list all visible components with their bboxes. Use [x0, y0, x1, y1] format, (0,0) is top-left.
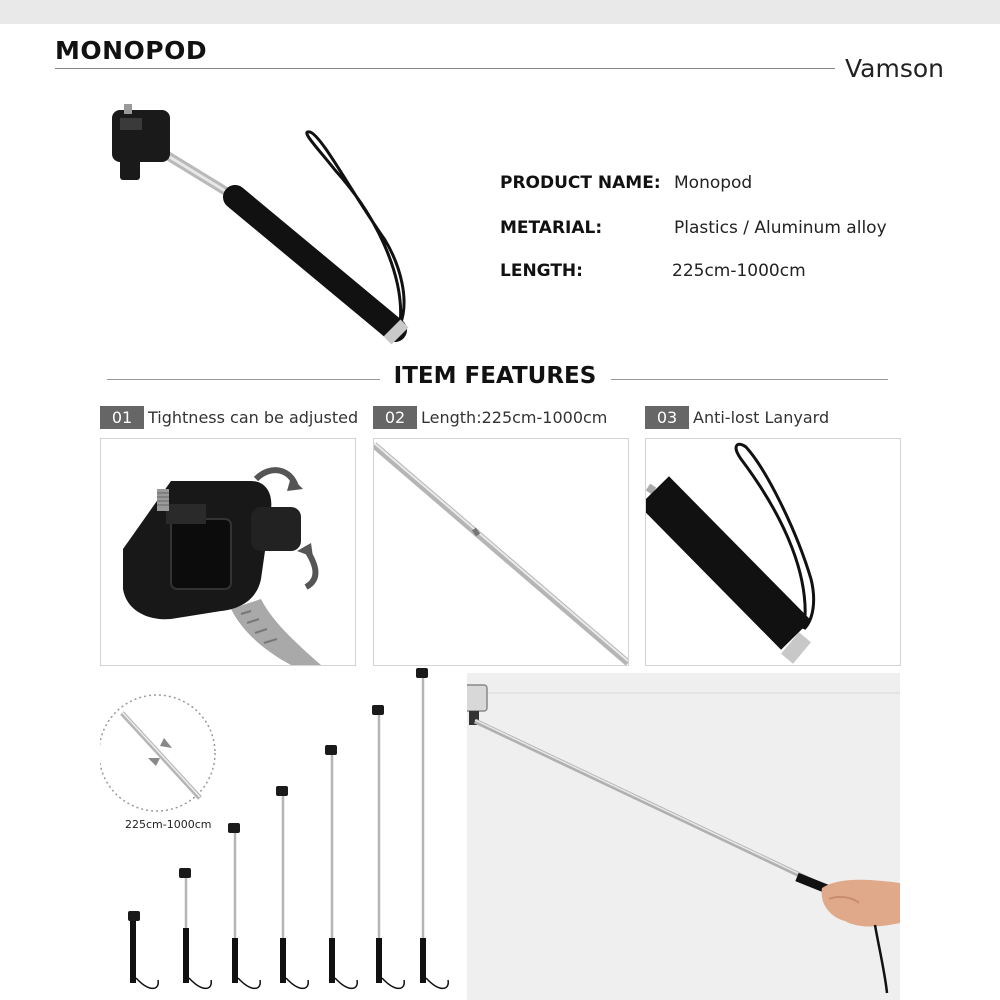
feature-image-lanyard — [645, 438, 901, 666]
spec-value: 225cm-1000cm — [672, 261, 806, 281]
extension-lengths-image — [100, 668, 465, 998]
feature-label: Tightness can be adjusted — [148, 408, 359, 427]
title-divider — [55, 68, 835, 69]
page-title: MONOPOD — [55, 36, 208, 65]
features-divider-right — [611, 379, 888, 380]
features-divider-left — [107, 379, 380, 380]
usage-photo — [467, 673, 900, 1000]
spec-value: Monopod — [674, 173, 753, 193]
feature-number-badge: 02 — [373, 406, 417, 429]
feature-image-tube — [373, 438, 629, 666]
feature-label: Anti-lost Lanyard — [693, 408, 830, 427]
feature-number-badge: 03 — [645, 406, 689, 429]
brand-name: Vamson — [845, 54, 944, 83]
spec-label: LENGTH: — [500, 261, 583, 281]
feature-number-badge: 01 — [100, 406, 144, 429]
top-bar — [0, 0, 1000, 24]
spec-value: Plastics / Aluminum alloy — [674, 218, 887, 238]
monopod-product-image — [100, 100, 440, 360]
features-title: ITEM FEATURES — [393, 363, 597, 389]
feature-label: Length:225cm-1000cm — [421, 408, 608, 427]
extension-range-label: 225cm-1000cm — [125, 818, 212, 831]
spec-label: PRODUCT NAME: — [500, 173, 661, 193]
feature-image-clamp — [100, 438, 356, 666]
spec-label: METARIAL: — [500, 218, 603, 238]
